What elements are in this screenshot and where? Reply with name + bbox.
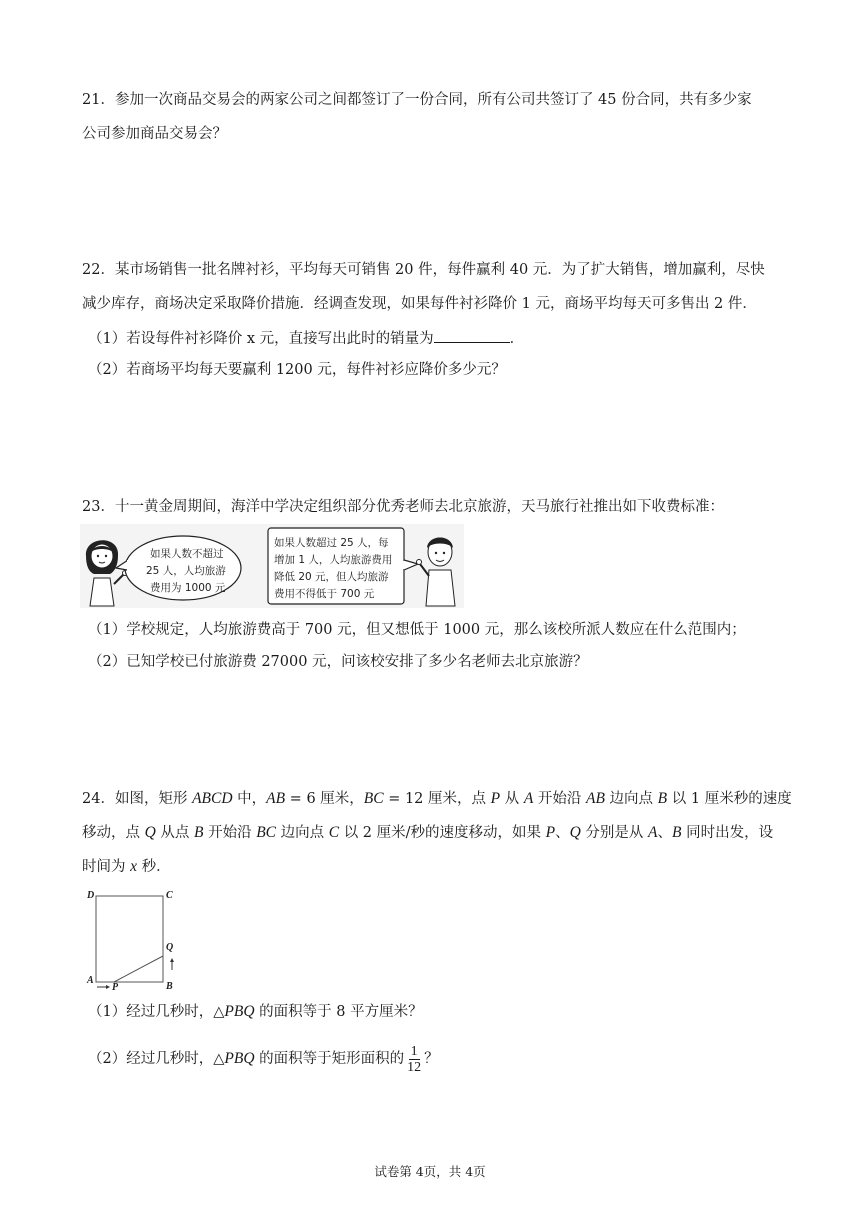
q23-text-line1: 23．十一黄金周期间，海洋中学决定组织部分优秀老师去北京旅游，天马旅行社推出如下收费标准： — [82, 499, 724, 515]
fraction-numerator: 1 — [410, 1043, 418, 1059]
q24-math-pbq: PBQ — [224, 1003, 255, 1020]
left-bubble-line1: 如果人数不超过 — [150, 548, 224, 560]
q24-math-p: P — [490, 790, 501, 807]
label-c: C — [166, 890, 173, 901]
q24-math-b: B — [657, 790, 668, 807]
q24-l1-text: 边向点 — [604, 791, 658, 807]
q23-part1: （1）学校规定，人均旅游费高于 700 元，但又想低于 1000 元，那么该校所派人数应在什么范围内； — [88, 622, 746, 638]
segment-pq — [114, 956, 163, 982]
q22-part1 — [88, 328, 524, 349]
q24-math-b: B — [194, 824, 204, 841]
q24-l3-text: 秒． — [137, 859, 171, 875]
label-b: B — [166, 981, 173, 990]
q24-l2-text: 、 — [657, 825, 672, 841]
q22-part1-suffix: ． — [509, 331, 525, 347]
label-d: D — [87, 890, 95, 901]
q24-math-abcd: ABCD — [192, 790, 233, 807]
rectangle-abcd — [96, 896, 163, 982]
q24-math-bc: BC — [363, 790, 384, 807]
q24-text-line3 — [82, 857, 171, 877]
q24-math-ab: AB — [586, 790, 605, 807]
q24-l2-text: 边向点 — [276, 825, 329, 841]
fraction-one-twelfth — [407, 1044, 421, 1075]
q24-part1 — [88, 1002, 423, 1022]
q24-part2-text: ？ — [424, 1051, 439, 1067]
left-bubble-line2: 25 人，人均旅游 — [146, 565, 226, 577]
right-bubble-line2: 增加 1 人，人均旅游费用 — [274, 554, 393, 566]
q24-math-x: x — [130, 858, 137, 875]
right-speech-box — [268, 528, 418, 604]
arrow-p-head-icon — [106, 985, 110, 989]
q24-l1-text: 开始沿 — [533, 791, 587, 807]
q24-math-pbq: PBQ — [224, 1050, 255, 1067]
q24-l1-text: 24．如图，矩形 — [82, 791, 193, 807]
fraction-denominator: 12 — [407, 1059, 422, 1075]
right-bubble-line1: 如果人数超过 25 人，每 — [274, 537, 389, 549]
label-a: A — [87, 975, 94, 986]
q24-l2-text: 以 2 厘米/秒的速度移动，如果 — [339, 825, 546, 841]
q24-l2-text: 开始沿 — [203, 825, 257, 841]
arrow-q-head-icon — [170, 958, 174, 962]
q24-part2-text: 的面积等于矩形面积的 — [254, 1051, 405, 1067]
q24-math-c: C — [328, 824, 340, 841]
answer-blank — [434, 328, 510, 343]
q24-text-line1 — [82, 789, 792, 809]
q24-math-ab: AB — [266, 790, 286, 807]
q24-l1-text: 从 — [500, 791, 524, 807]
q21-text-line2: 公司参加商品交易会？ — [82, 126, 227, 142]
label-p: P — [112, 982, 119, 990]
q24-math-p: P — [545, 824, 556, 841]
q24-math-q: Q — [569, 824, 581, 841]
right-bubble-line4: 费用不得低于 700 元 — [274, 588, 375, 600]
q24-l2-text: 同时出发，设 — [681, 825, 774, 841]
q24-l3-text: 时间为 — [82, 859, 131, 875]
q24-l1-text: = 12 厘米，点 — [383, 791, 491, 807]
q21-text-line1: 21．参加一次商品交易会的两家公司之间都签订了一份合同，所有公司共签订了 45 份合同，共有多少家 — [82, 92, 752, 108]
q22-text-line1: 22．某市场销售一批名牌衬衫，平均每天可销售 20 件，每件赢利 40 元．为了扩大销售，增加赢利，尽快 — [82, 262, 765, 278]
label-q: Q — [166, 942, 174, 953]
q24-part2-text: （2）经过几秒时，△ — [88, 1051, 225, 1067]
q24-math-bc: BC — [256, 824, 277, 841]
q22-part2: （2）若商场平均每天要赢利 1200 元，每件衬衫应降价多少元？ — [88, 362, 506, 378]
q24-l2-text: 从点 — [155, 825, 195, 841]
q24-l2-text: 分别是从 — [580, 825, 649, 841]
q24-l2-text: 移动，点 — [82, 825, 145, 841]
q24-l1-text: 中， — [232, 791, 267, 807]
q24-rectangle-diagram — [84, 886, 188, 990]
q24-math-a: A — [523, 790, 534, 807]
q24-part1-text: 的面积等于 8 平方厘米？ — [254, 1004, 423, 1020]
q23-part2: （2）已知学校已付旅游费 27000 元，问该校安排了多少名老师去北京旅游？ — [88, 654, 588, 670]
q24-l1-text: = 6 厘米， — [285, 791, 364, 807]
q24-text-line2 — [82, 823, 773, 843]
q22-part1-prefix: （1）若设每件衬衫降价 x 元，直接写出此时的销量为 — [88, 331, 434, 347]
q22-text-line2: 减少库存，商场决定采取降价措施．经调查发现，如果每件衬衫降价 1 元，商场平均每天可多售出 2 件． — [82, 296, 757, 312]
q24-part1-text: （1）经过几秒时，△ — [88, 1004, 225, 1020]
q24-part2 — [88, 1042, 439, 1076]
left-bubble-line3: 费用为 1000 元 — [150, 582, 226, 594]
page-footer: 试卷第 4页，共 4页 — [374, 1164, 486, 1179]
q24-math-q: Q — [144, 824, 156, 841]
q24-math-a: A — [648, 824, 658, 841]
right-bubble-line3: 降低 20 元，但人均旅游 — [274, 571, 389, 583]
q23-price-illustration — [80, 524, 464, 608]
q24-math-b: B — [672, 824, 682, 841]
q24-l1-text: 以 1 厘米秒的速度 — [667, 791, 792, 807]
q24-l2-text: 、 — [555, 825, 570, 841]
